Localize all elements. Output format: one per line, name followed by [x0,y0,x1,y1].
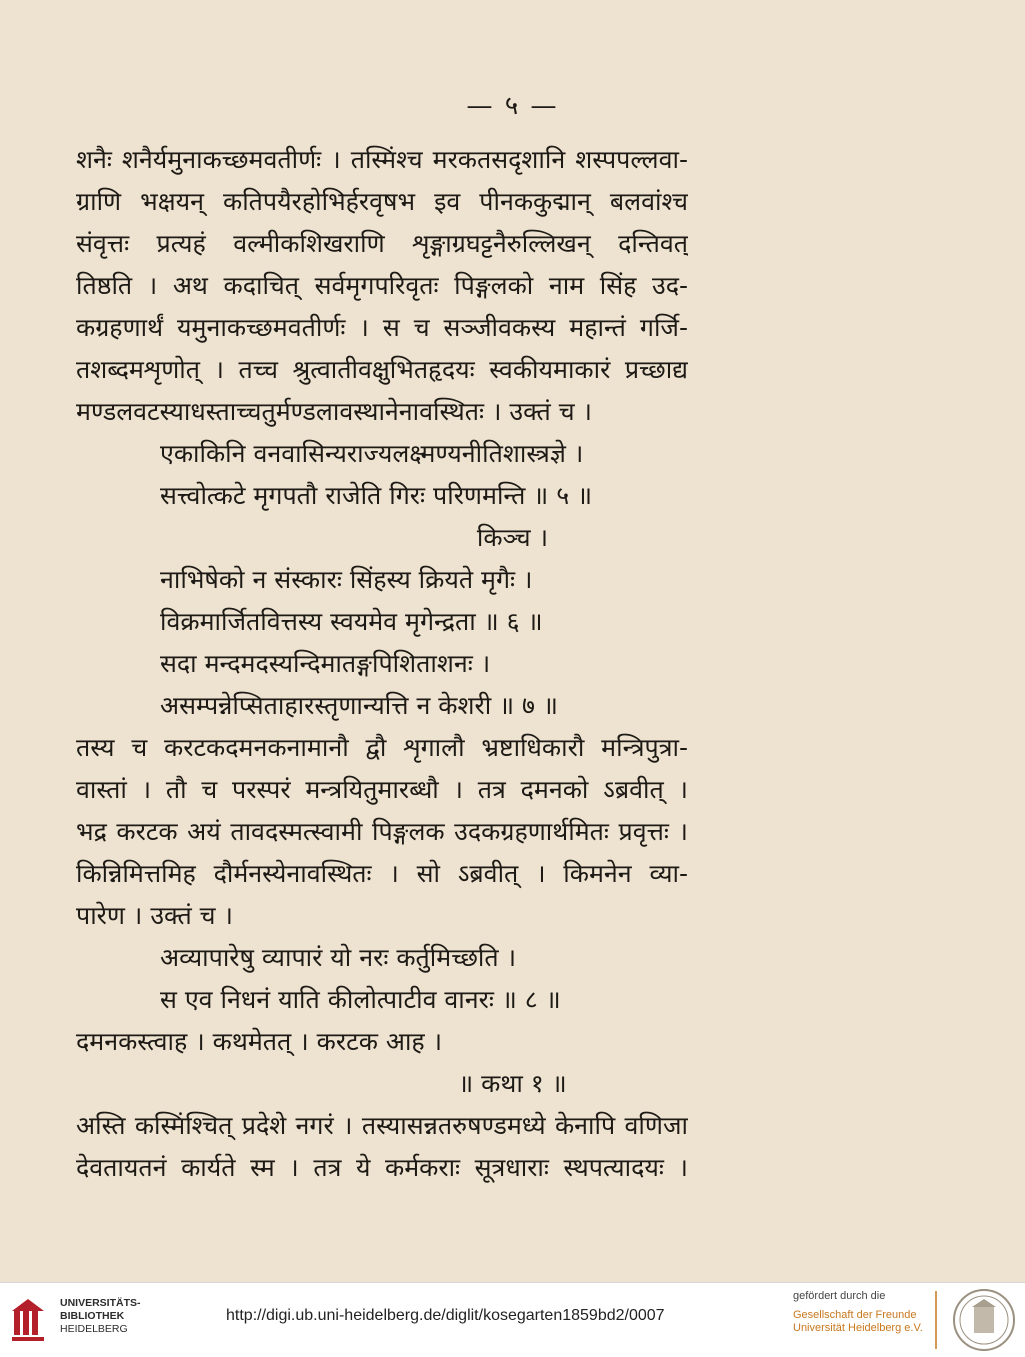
text-line: संवृत्तः प्रत्यहं वल्मीकशिखराणि शृङ्गाग्रघट्टनैरुल्लिखन् दन्तिवत् [76,229,688,258]
sponsor-label: gefördert durch die [793,1290,886,1302]
story-heading: ॥ कथा १ ॥ [458,1069,567,1098]
verse-line: सत्त्वोत्कटे मृगपतौ राजेति गिरः परिणमन्ति ॥ ५ ॥ [160,481,593,510]
text-line: तस्य च करटकदमनकनामानौ द्वौ शृगालौ भ्रष्टाधिकारौ मन्त्रिपुत्रा- [76,733,688,762]
verse-line: विक्रमार्जितवित्तस्य स्वयमेव मृगेन्द्रता ॥ ६ ॥ [160,607,543,636]
text-line: मण्डलवटस्याधस्ताच्चतुर्मण्डलावस्थानेनावस्थितः । उक्तं च । [76,397,592,426]
verse-line: नाभिषेको न संस्कारः सिंहस्य क्रियते मृगैः । [160,565,533,594]
library-name-line: UNIVERSITÄTS- [60,1297,141,1309]
text-line: अस्ति कस्मिंश्चित् प्रदेशे नगरं । तस्यासन्नतरुषण्डमध्ये केनापि वणिजा [76,1111,688,1140]
text-line: कग्रहणार्थं यमुनाकच्छमवतीर्णः । स च सञ्जीवकस्य महान्तं गर्जि- [76,313,688,342]
text-line: शनैः शनैर्यमुनाकच्छमवतीर्णः । तस्मिंश्च मरकतसदृशानि शस्पपल्लवा- [76,145,688,174]
verse-line: असम्पन्नेप्सिताहारस्तृणान्यत्ति न केशरी ॥ ७ ॥ [160,691,558,720]
text-line: ग्राणि भक्षयन् कतिपयैरहोभिर्हरवृषभ इव पीनककुद्मान् बलवांश्च [76,187,688,216]
sponsor-name[interactable] [793,1309,923,1335]
library-name-line: BIBLIOTHEK [60,1310,125,1322]
verse-line: अव्यापारेषु व्यापारं यो नरः कर्तुमिच्छति । [160,943,517,972]
library-name-line: HEIDELBERG [60,1323,128,1335]
text-line: तशब्दमशृणोत् । तच्च श्रुत्वातीवक्षुभितहृदयः स्वकीयमाकारं प्रच्छाद्य [76,355,688,384]
verse-intro: किञ्च । [476,523,549,552]
text-line: तिष्ठति । अथ कदाचित् सर्वमृगपरिवृतः पिङ्गलको नाम सिंह उद- [76,271,688,300]
verse-line: स एव निधनं याति कीलोत्पाटीव वानरः ॥ ८ ॥ [160,985,561,1014]
library-logo-icon[interactable] [10,1297,52,1343]
page-number: — ५ — [466,91,559,121]
text-line: देवतायतनं कार्यते स्म । तत्र ये कर्मकराः सूत्रधाराः स्थपत्यादयः । [76,1153,688,1182]
university-seal-icon [934,1287,1020,1353]
text-line: किन्निमित्तमिह दौर्मनस्येनावस्थितः । सो ऽब्रवीत् । किमनेन व्या- [76,859,688,888]
text-line: भद्र करटक अयं तावदस्मत्स्वामी पिङ्गलक उदकग्रहणार्थमितः प्रवृत्तः । [76,817,688,846]
text-line: दमनकस्त्वाह । कथमेतत् । करटक आह । [76,1027,443,1056]
viewer-footer [0,1282,1025,1357]
permalink-url[interactable]: http://digi.ub.uni-heidelberg.de/diglit/kosegarten1859bd2/0007 [226,1307,665,1324]
verse-line: एकाकिनि वनवासिन्यराज्यलक्ष्मण्यनीतिशास्त्रज्ञे । [160,439,584,468]
library-name [60,1297,141,1336]
sponsor-name-line: Universität Heidelberg e.V. [793,1322,923,1334]
text-line: पारेण । उक्तं च । [76,901,233,930]
verse-line: सदा मन्दमदस्यन्दिमातङ्गपिशिताशनः । [160,649,491,678]
text-line: वास्तां । तौ च परस्परं मन्त्रयितुमारब्धौ । तत्र दमनको ऽब्रवीत् । [76,775,688,804]
sponsor-block [793,1289,923,1335]
sponsor-name-line: Gesellschaft der Freunde [793,1309,917,1321]
